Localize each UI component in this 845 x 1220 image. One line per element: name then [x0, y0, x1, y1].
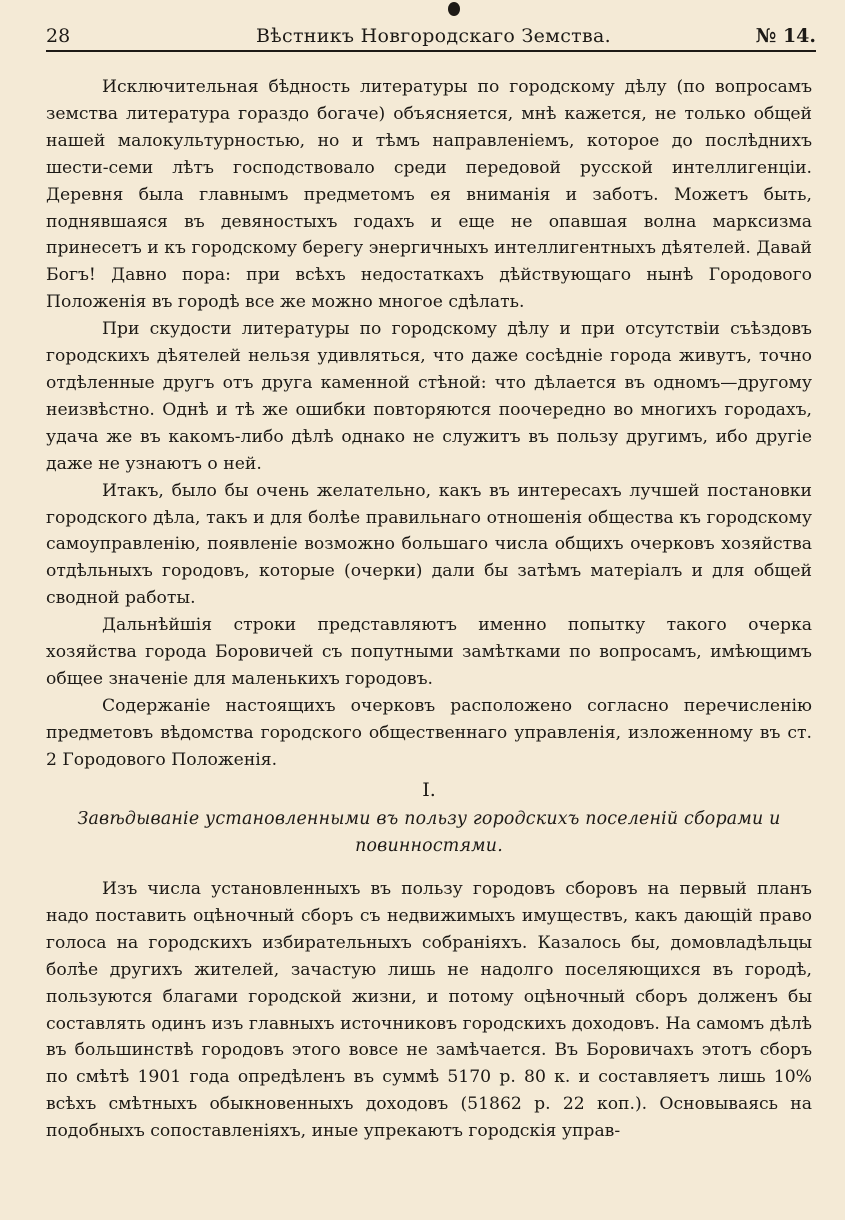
paragraph-5: Содержаніе настоящихъ очерковъ расположено согласно перечисленію предметовъ вѣдомства городского общественнаго управленія, изложенному въ ст. 2 Городового Положенія. [46, 695, 812, 770]
intro-text [46, 74, 812, 774]
paragraph-4: Дальнѣйшія строки представляютъ именно попытку такого очерка хозяйства города Боровичей съ попутными замѣтками по вопросамъ, имѣющимъ общее значеніе для маленькихъ городовъ. [46, 615, 812, 689]
issue-number: № 14. [755, 25, 816, 47]
journal-title: Вѣстникъ Новгородскаго Земства. [256, 25, 611, 47]
binding-dot [448, 2, 460, 16]
section-title: Завѣдываніе установленными въ пользу городскихъ поселеній сборами и повинностями. [77, 809, 781, 856]
section-paragraph-1: Изъ числа установленныхъ въ пользу городовъ сборовъ на первый планъ надо поставить оцѣночный сборъ съ недвижимыхъ имуществъ, какъ дающій право голоса на городскихъ избирательныхъ собраніяхъ. Казалось бы, домовладѣльцы болѣе другихъ жителей, зачастую лишь не надолго поселяющихся въ городѣ, пользуются благами городской жизни, и потому оцѣночный сборъ долженъ бы составлять одинъ изъ главныхъ источниковъ городскихъ доходовъ. На самомъ дѣлѣ въ большинствѣ городовъ этого вовсе не замѣчается. Въ Боровичахъ этотъ сборъ по смѣтѣ 1901 года опредѣленъ въ суммѣ 5170 р. 80 к. и составляетъ лишь 10% всѣхъ смѣтныхъ обыкновенныхъ доходовъ (51862 р. 22 коп.). Основываясь на подобныхъ сопоставленіяхъ, иные упрекаютъ городскія управ- [46, 879, 812, 1142]
section-text [46, 876, 812, 1145]
paragraph-3: Итакъ, было бы очень желательно, какъ въ интересахъ лучшей постановки городского дѣла, такъ и для болѣе правильнаго отношенія общества къ городскому самоуправленію, появленіе возможно большаго числа общихъ очерковъ хозяйства отдѣльныхъ городовъ, которые (очерки) дали бы затѣмъ матеріалъ и для общей сводной работы. [46, 480, 812, 609]
page-header [46, 22, 816, 50]
page-number: 28 [46, 25, 71, 47]
paragraph-2: При скудости литературы по городскому дѣлу и при отсутствіи съѣздовъ городскихъ дѣятелей нельзя удивляться, что даже сосѣдніе города живутъ, точно отдѣленные другъ отъ друга каменной стѣной: что дѣлается въ одномъ—другому неизвѣстно. Однѣ и тѣ же ошибки повторяются поочередно во многихъ городахъ, удача же въ какомъ-либо дѣлѣ однако не служитъ въ пользу другимъ, ибо другіе даже не узнаютъ о ней. [46, 319, 812, 474]
section-number: I. [422, 779, 436, 801]
paragraph-1: Исключительная бѣдность литературы по городскому дѣлу (по вопросамъ земства литература гораздо богаче) объясняется, мнѣ кажется, не только общей нашей малокультурностью, но и тѣмъ направленіемъ, которое до послѣднихъ шести-семи лѣтъ господствовало среди передовой русской интеллигенціи. Деревня была главнымъ предметомъ ея вниманія и заботъ. Можетъ быть, поднявшаяся въ девяностыхъ годахъ и еще не опавшая волна марксизма принесетъ и къ городскому берегу энергичныхъ интеллигентныхъ дѣятелей. Давай Богъ! Давно пора: при всѣхъ недостаткахъ дѣйствующаго нынѣ Городового Положенія въ городѣ все же можно многое сдѣлать. [46, 77, 812, 313]
header-rule [46, 50, 816, 52]
